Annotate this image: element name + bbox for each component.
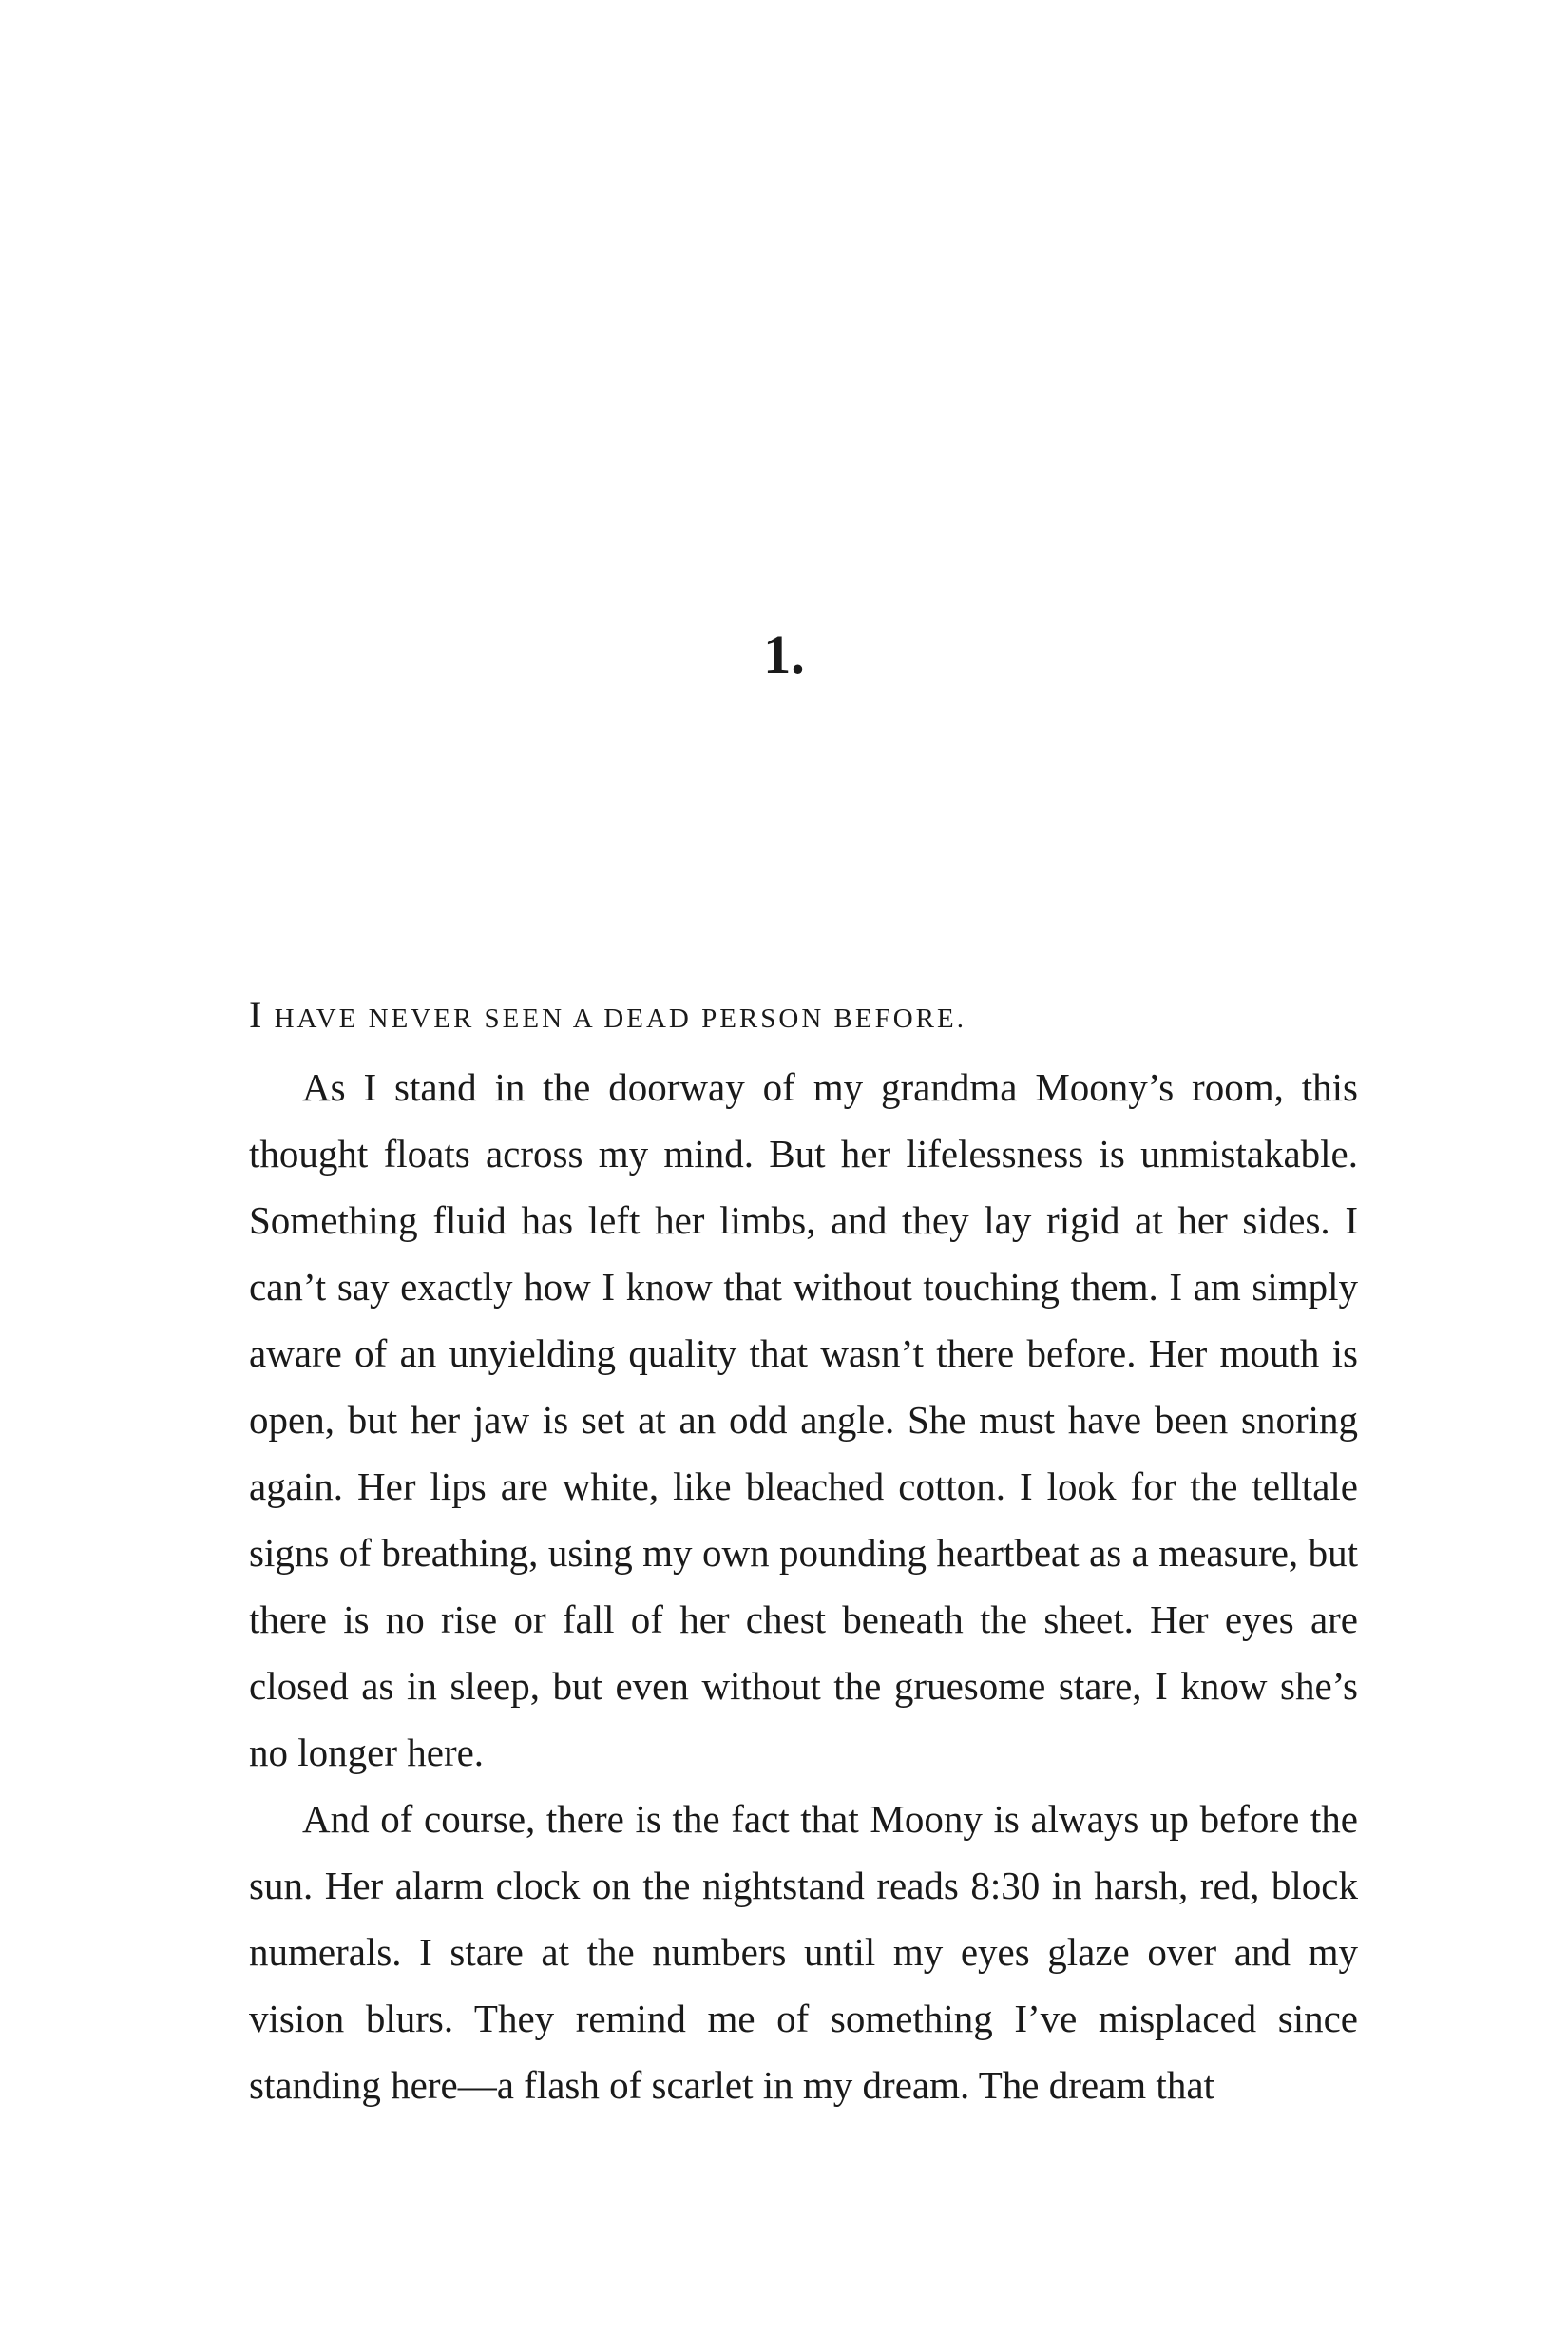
opening-line xyxy=(249,993,1358,1041)
opening-first-letter: I xyxy=(249,993,265,1036)
opening-small-caps: HAVE NEVER SEEN A DEAD PERSON BEFORE. xyxy=(264,1004,966,1034)
paragraph-2: And of course, there is the fact that Moony is always up before the sun. Her alarm clock on the nightstand reads 8:30 in harsh, red, block numerals. I stare at the numbers until my eyes glaze over and my vision blurs. They remind me of something I’ve misplaced since standing here—a flash of scarlet in my dream. The dream that xyxy=(249,1797,1358,2107)
body-text xyxy=(249,993,1358,2118)
paragraph-1: As I stand in the doorway of my grandma Moony’s room, this thought floats across my mind. But her lifelessness is unmistakable. Something fluid has left her limbs, and they lay rigid at her sides. I can’t say exactly how I know that without touching them. I am simply aware of an unyielding quality that wasn’t there before. Her mouth is open, but her jaw is set at an odd angle. She must have been snoring again. Her lips are white, like bleached cotton. I look for the telltale signs of breathing, using my own pounding heartbeat as a measure, but there is no rise or fall of her chest beneath the sheet. Her eyes are closed as in sleep, but even without the gruesome stare, I know she’s no longer here. xyxy=(249,1065,1358,1774)
chapter-number: 1. xyxy=(763,623,805,685)
